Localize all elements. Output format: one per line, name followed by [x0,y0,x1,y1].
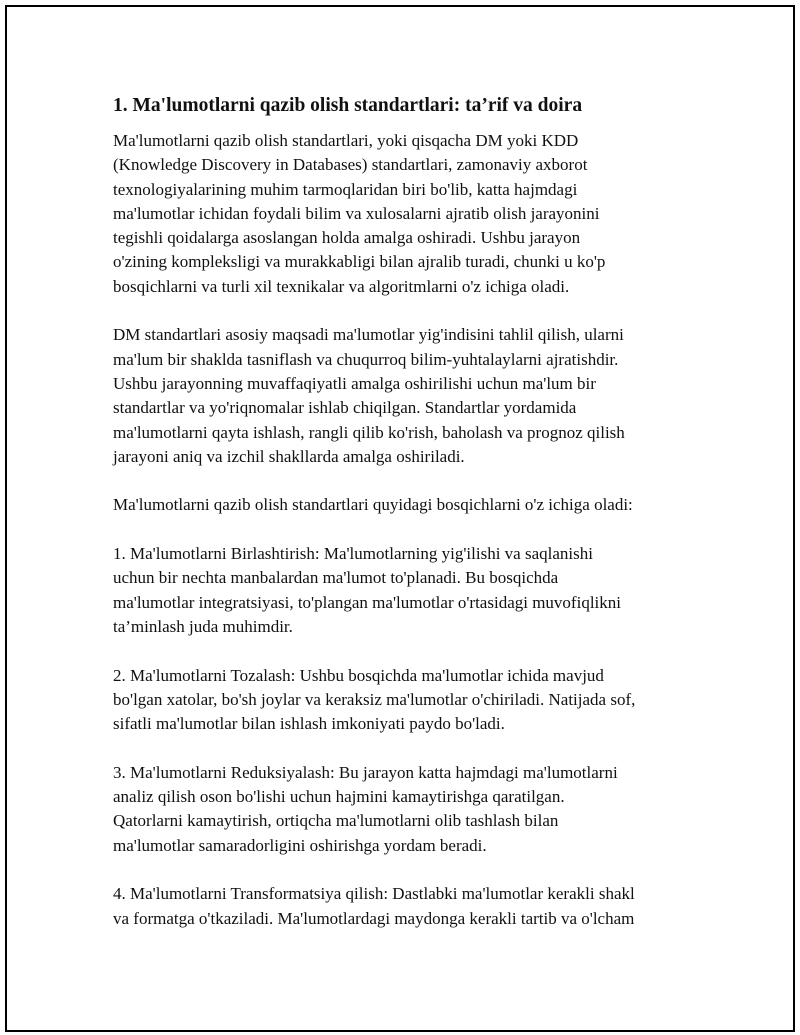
text-line: o'zining kompleksligi va murakkabligi bilan ajralib turadi, chunki u ko'p [113,252,606,272]
text-line: bo'lgan xatolar, bo'sh joylar va keraksiz ma'lumotlar o'chiriladi. Natijada sof, [113,689,636,709]
paragraph-list [113,129,693,931]
paragraph [113,542,693,639]
text-line: 4. Ma'lumotlarni Transformatsiya qilish: Dastlabki ma'lumotlar kerakli shakl [113,884,635,904]
text-line: Qatorlarni kamaytirish, ortiqcha ma'lumotlarni olib tashlash bilan [113,811,559,831]
text-line: uchun bir nechta manbalardan ma'lumot to'planadi. Bu bosqichda [113,568,559,588]
text-line: ma'lumotlar samaradorligini oshirishga yordam beradi. [113,835,487,855]
text-line: ma'lum bir shaklda tasniflash va chuqurroq bilim-yuhtalaylarni ajratishdir. [113,349,619,369]
paragraph [113,882,693,931]
text-line: sifatli ma'lumotlar bilan ishlash imkoniyati paydo bo'ladi. [113,714,505,734]
text-line: standartlar va yo'riqnomalar ishlab chiqilgan. Standartlar yordamida [113,398,577,418]
text-line: Ma'lumotlarni qazib olish standartlari quyidagi bosqichlarni o'z ichiga oladi: [113,495,633,515]
text-line: ma'lumotlar ichidan foydali bilim va xulosalarni ajratib olish jarayonini [113,203,600,223]
text-line: (Knowledge Discovery in Databases) standartlari, zamonaviy axborot [113,155,588,175]
text-line: Ushbu jarayonning muvaffaqiyatli amalga oshirilishi uchun ma'lum bir [113,373,596,393]
text-line: bosqichlarni va turli xil texnikalar va algoritmlarni o'z ichiga oladi. [113,276,570,296]
text-line: tegishli qoidalarga asoslangan holda amalga oshiradi. Ushbu jarayon [113,228,581,248]
text-line: 2. Ma'lumotlarni Tozalash: Ushbu bosqichda ma'lumotlar ichida mavjud [113,665,604,685]
text-line: jarayoni aniq va izchil shakllarda amalga oshiriladi. [113,446,465,466]
text-line: ma'lumotlar integratsiyasi, to'plangan ma'lumotlar o'rtasidagi muvofiqlikni [113,592,621,612]
paragraph [113,664,693,737]
text-line: 3. Ma'lumotlarni Reduksiyalash: Bu jarayon katta hajmdagi ma'lumotlarni [113,762,618,782]
paragraph [113,129,693,299]
text-line: texnologiyalarining muhim tarmoqlaridan biri bo'lib, katta hajmdagi [113,179,578,199]
text-line: analiz qilish oson bo'lishi uchun hajmini kamaytirishga qaratilgan. [113,787,565,807]
paragraph [113,493,693,517]
section-heading: 1. Ma'lumotlarni qazib olish standartlari: ta’rif va doira [113,95,583,116]
paragraph [113,761,693,858]
text-line: va formatga o'tkaziladi. Ma'lumotlardagi maydonga kerakli tartib va o'lcham [113,908,635,928]
text-line: 1. Ma'lumotlarni Birlashtirish: Ma'lumotlarning yig'ilishi va saqlanishi [113,544,593,564]
text-line: ma'lumotlarni qayta ishlash, rangli qilib ko'rish, baholash va prognoz qilish [113,422,625,442]
text-line: ta’minlash juda muhimdir. [113,616,293,636]
paragraph [113,323,693,469]
text-line: DM standartlari asosiy maqsadi ma'lumotlar yig'indisini tahlil qilish, ularni [113,325,624,345]
text-line: Ma'lumotlarni qazib olish standartlari, yoki qisqacha DM yoki KDD [113,131,579,150]
document-body [113,93,693,955]
